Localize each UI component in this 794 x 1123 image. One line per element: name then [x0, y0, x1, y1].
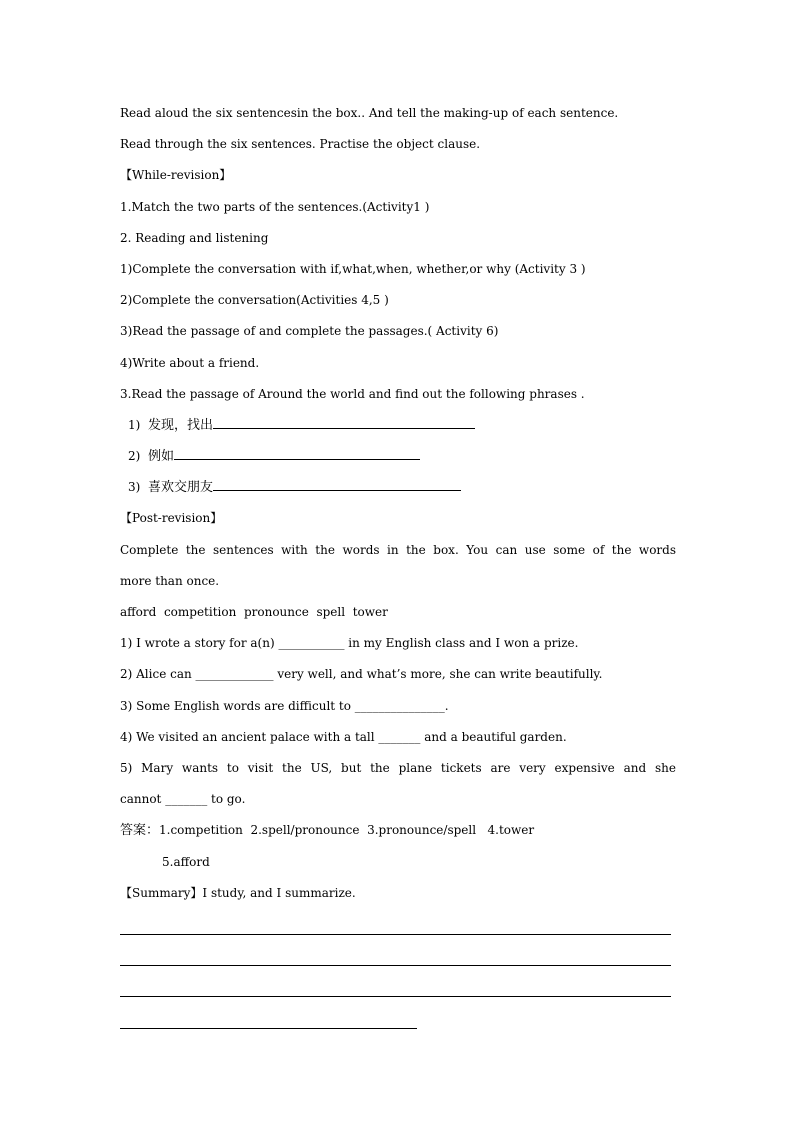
while-sub-4: 4)Write about a friend. — [120, 355, 260, 370]
answer-key-line-2: 5.afford — [162, 854, 210, 869]
phrase-number: 1) — [128, 417, 141, 432]
pre-line-2: Read through the six sentences. Practise the object clause. — [120, 137, 481, 152]
phrase-row — [120, 475, 676, 506]
phrase-row — [120, 444, 676, 475]
summary-writing-line[interactable] — [120, 912, 676, 943]
summary-writing-line[interactable] — [120, 1005, 676, 1036]
sentence-2-start: 2) Alice can — [120, 667, 196, 682]
sentence-4-start: 4) We visited an ancient palace with a tall — [120, 729, 379, 744]
summary-line — [120, 881, 676, 912]
phrase-text: 例如 — [147, 449, 174, 465]
summary-heading: 【Summary】 — [120, 885, 203, 900]
while-item-2: 2. Reading and listening — [120, 230, 269, 245]
sentence-2 — [120, 662, 676, 693]
pre-line-1: Read aloud the six sentencesin the box.. And tell the making-up of each sentence. — [120, 106, 619, 120]
sentence-5-line-1: 5) Mary wants to visit the US, but the plane tickets are very expensive and she — [120, 760, 676, 775]
sentence-5-start: cannot — [120, 792, 166, 807]
while-item-3: 3.Read the passage of Around the world and find out the following phrases . — [120, 386, 585, 401]
phrase-text: 喜欢交朋友 — [147, 480, 213, 496]
sentence-4-blank[interactable]: _______ — [378, 729, 421, 744]
while-sub-1: 1)Complete the conversation with if,what,when, whether,or why (Activity 3 ) — [120, 261, 586, 276]
sentence-3-start: 3) Some English words are difficult to — [120, 698, 355, 713]
sentence-4-end: and a beautiful garden. — [420, 729, 567, 744]
while-sub-3: 3)Read the passage of and complete the passages.( Activity 6) — [120, 324, 499, 339]
answer-blank[interactable] — [174, 444, 420, 460]
word-box: afford competition pronounce spell tower — [120, 605, 388, 619]
phrase-number: 2) — [128, 449, 141, 464]
phrase-text: 发现，找出 — [147, 417, 213, 433]
phrase-number: 3) — [128, 480, 141, 495]
sentence-4 — [120, 725, 676, 756]
post-instruction-line-1: Complete the sentences with the words in the box. You can use some of the words — [120, 542, 676, 557]
sentence-5-end: to go. — [207, 792, 246, 807]
sentence-2-blank[interactable]: _____________ — [195, 667, 274, 682]
sentence-1-start: 1) I wrote a story for a(n) — [120, 636, 279, 651]
sentence-1-end: in my English class and I won a prize. — [344, 636, 579, 651]
summary-writing-line[interactable] — [120, 974, 676, 1005]
phrase-row — [120, 413, 676, 444]
sentence-3-end: . — [444, 698, 449, 713]
sentence-3-blank[interactable]: _______________ — [354, 698, 445, 713]
sentence-1-blank[interactable]: ___________ — [278, 636, 345, 651]
summary-text: I study, and I summarize. — [202, 885, 356, 900]
worksheet-page — [120, 101, 676, 1037]
answer-blank[interactable] — [213, 413, 475, 429]
sentence-1 — [120, 631, 676, 662]
sentence-5-line-2 — [120, 787, 676, 818]
while-item-1: 1.Match the two parts of the sentences.(Activity1 ) — [120, 199, 430, 214]
sentence-3 — [120, 694, 676, 725]
summary-writing-line[interactable] — [120, 943, 676, 974]
answer-label: 答案： — [120, 823, 160, 839]
answer-blank[interactable] — [213, 475, 461, 491]
while-sub-2: 2)Complete the conversation(Activities 4,5 ) — [120, 293, 389, 308]
while-revision-heading: 【While-revision】 — [120, 168, 232, 183]
post-instruction-line-2: more than once. — [120, 573, 220, 588]
answer-key-line-1 — [120, 818, 676, 849]
answer-list: 1.competition 2.spell/pronounce 3.pronounce/spell 4.tower — [159, 823, 535, 838]
sentence-5-blank[interactable]: _______ — [165, 792, 208, 807]
post-revision-heading: 【Post-revision】 — [120, 511, 223, 526]
sentence-2-end: very well, and what’s more, she can write beautifully. — [273, 667, 603, 682]
